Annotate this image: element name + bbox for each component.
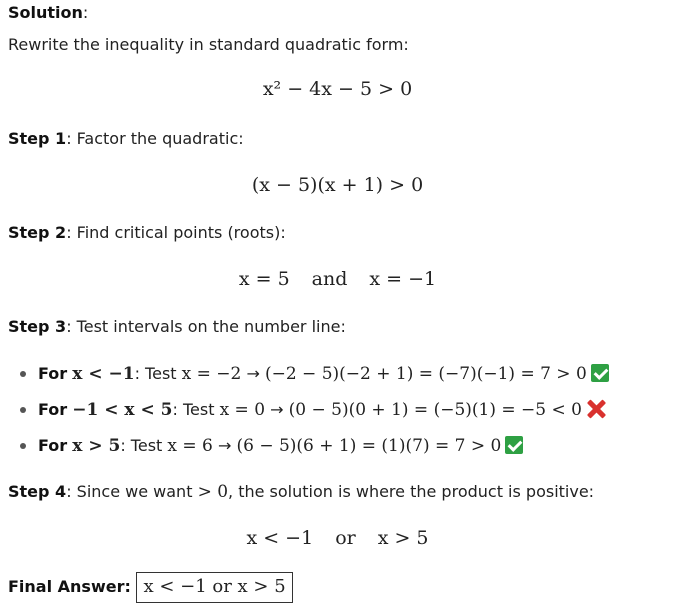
final-answer-box: x < −1 or x > 5: [136, 572, 292, 603]
final-answer-label: Final Answer: [8, 577, 125, 596]
step-4-text-after: , the solution is where the product is positive:: [228, 482, 595, 501]
arrow: →: [217, 436, 232, 455]
interval-test-label: Test: [182, 400, 215, 419]
interval-for-label: For: [38, 436, 68, 455]
cross-mark-icon: [586, 399, 606, 419]
equation-roots: [0, 266, 675, 292]
interval-test-item: For x < −1: Test x = −2 → (−2 − 5)(−2 + 1) = (−7)(−1) = 7 > 0: [20, 362, 609, 398]
interval-test-value: x = 6: [167, 436, 213, 456]
root-a: x = 5: [238, 268, 290, 290]
step-2: Step 2: Find critical points (roots):: [8, 223, 286, 242]
interval-test-list: [20, 362, 609, 470]
interval-test-item: For −1 < x < 5: Test x = 0 → (0 − 5)(0 + 1) = (−5)(1) = −5 < 0: [20, 398, 609, 434]
equation-standard-form: x² − 4x − 5 > 0: [262, 78, 413, 100]
interval-computation: (−2 − 5)(−2 + 1) = (−7)(−1) = 7 > 0: [264, 364, 587, 384]
step-4-label: Step 4: [8, 482, 67, 501]
interval-test-value: x = −2: [181, 364, 242, 384]
arrow: →: [246, 364, 260, 383]
check-mark-icon: [505, 436, 523, 454]
final-answer: Final Answer: x < −1 or x > 5: [8, 572, 293, 603]
interval-for-label: For: [38, 364, 68, 383]
step-2-label: Step 2: [8, 223, 67, 242]
interval-range: x > 5: [72, 436, 121, 456]
solution-b: x > 5: [377, 527, 429, 549]
interval-test-item: For x > 5: Test x = 6 → (6 − 5)(6 + 1) = (1)(7) = 7 > 0: [20, 434, 609, 470]
step-4-text-before: Since we want: [76, 482, 193, 501]
solution-intro: Rewrite the inequality in standard quadratic form:: [8, 35, 409, 54]
step-3-text: Test intervals on the number line:: [76, 317, 346, 336]
interval-computation: (0 − 5)(0 + 1) = (−5)(1) = −5 < 0: [288, 400, 582, 420]
step-1-text: Factor the quadratic:: [76, 129, 244, 148]
interval-test-label: Test: [130, 436, 163, 455]
equation-factored: (x − 5)(x + 1) > 0: [251, 174, 424, 196]
step-3-label: Step 3: [8, 317, 67, 336]
step-4-math: > 0: [197, 482, 229, 502]
root-b: x = −1: [369, 268, 437, 290]
solution-heading: Solution: [8, 3, 83, 22]
check-mark-icon: [591, 364, 609, 382]
step-1: Step 1: Factor the quadratic:: [8, 129, 244, 148]
interval-computation: (6 − 5)(6 + 1) = (1)(7) = 7 > 0: [236, 436, 502, 456]
interval-range: x < −1: [72, 364, 135, 384]
equation-solution: [0, 525, 675, 551]
solution-or: or: [335, 527, 356, 549]
solution-heading-line: Solution:: [8, 3, 89, 22]
solution-a: x < −1: [246, 527, 314, 549]
step-4: Step 4: Since we want > 0, the solution is where the product is positive:: [8, 482, 595, 502]
roots-and: and: [311, 268, 348, 290]
interval-range: −1 < x < 5: [72, 400, 173, 420]
step-2-text: Find critical points (roots):: [76, 223, 286, 242]
interval-test-value: x = 0: [219, 400, 266, 420]
arrow: →: [270, 400, 284, 419]
interval-for-label: For: [38, 400, 68, 419]
step-3: Step 3: Test intervals on the number line:: [8, 317, 346, 336]
interval-test-label: Test: [145, 364, 177, 383]
step-1-label: Step 1: [8, 129, 67, 148]
